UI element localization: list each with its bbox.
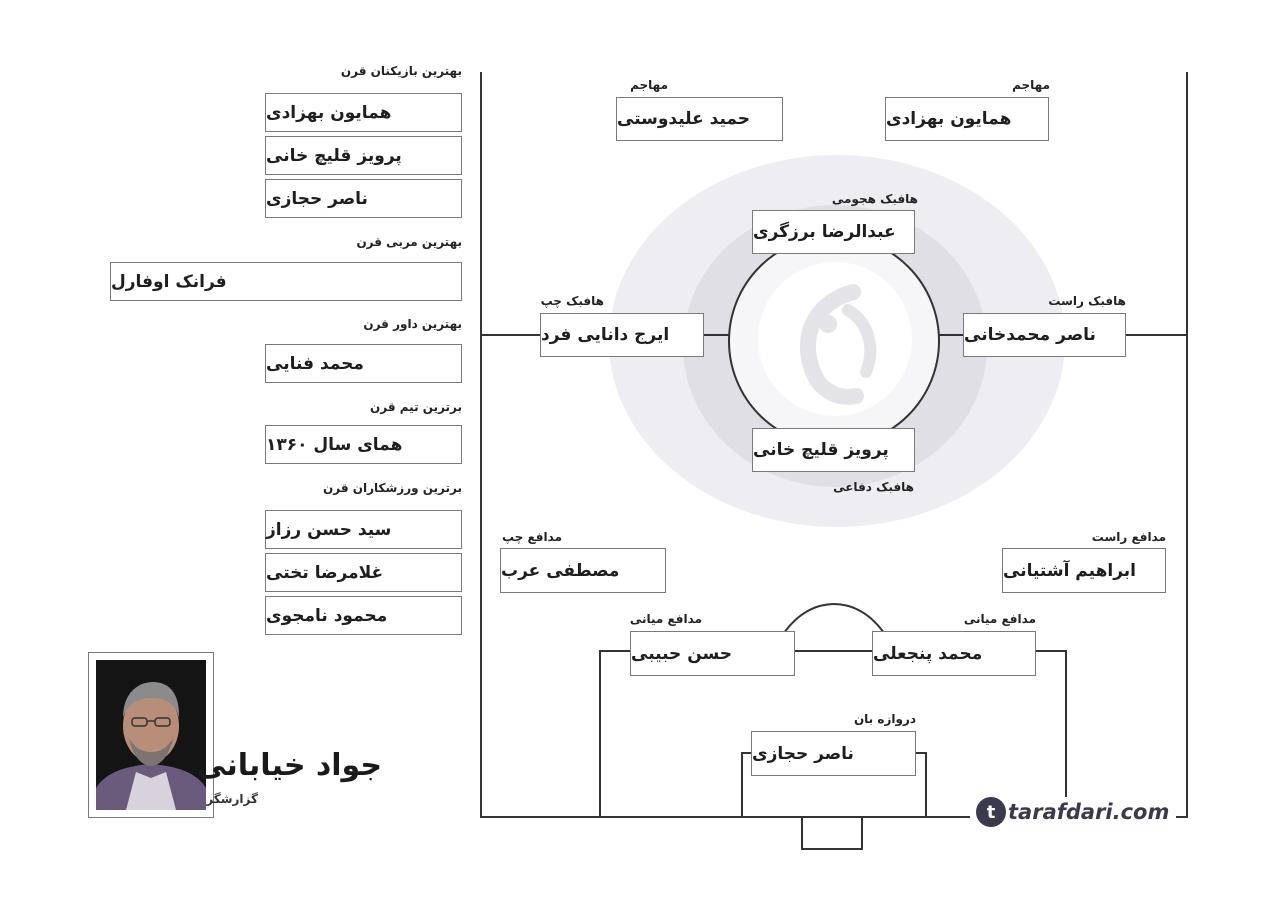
forward-right-role: مهاجم (1012, 78, 1050, 92)
right-connector-inner (938, 334, 964, 336)
left-mid-player: ایرج دانایی فرد (540, 313, 704, 357)
best-team-title: برترین تیم قرن (370, 400, 462, 414)
best-athlete-item: سید حسن رزاز (265, 510, 462, 549)
field-bottom-line-right (1176, 816, 1188, 818)
right-back-player: ابراهیم آشتیانی (1002, 548, 1166, 593)
best-team-item: همای سال ۱۳۶۰ (265, 425, 462, 464)
forward-left-role: مهاجم (630, 78, 668, 92)
center-back-left-player: حسن حبیبی (630, 631, 795, 676)
def-mid-role: هافبک دفاعی (833, 480, 914, 494)
reporter-photo (96, 660, 206, 810)
center-back-right-role: مدافع میانی (963, 612, 1036, 626)
goal-net (801, 816, 863, 850)
left-connector-inner (704, 334, 730, 336)
brand-logo (972, 797, 1173, 827)
left-back-role: مدافع چپ (501, 530, 562, 544)
brand-logo-icon: t (976, 797, 1006, 827)
def-mid-player: پرویز قلیچ خانی (752, 428, 915, 472)
best-coach-title: بهترین مربی قرن (356, 235, 462, 249)
best-referee-title: بهترین داور قرن (363, 317, 462, 331)
best-player-item: همایون بهزادی (265, 93, 462, 132)
best-player-item: پرویز قلیچ خانی (265, 136, 462, 175)
left-back-player: مصطفی عرب (500, 548, 666, 593)
left-mid-role: هافبک چپ (540, 294, 604, 308)
reporter-photo-frame (88, 652, 214, 818)
left-connector (482, 334, 542, 336)
field-right-line (1186, 72, 1188, 818)
right-mid-player: ناصر محمدخانی (963, 313, 1126, 357)
field-left-line (480, 72, 482, 818)
right-connector (1126, 334, 1186, 336)
brand-text: tarafdari.com (1008, 800, 1170, 824)
att-mid-player: عبدالرضا برزگری (752, 210, 915, 254)
forward-left-player: حمید علیدوستی (616, 97, 783, 141)
forward-right-player: همایون بهزادی (885, 97, 1049, 141)
best-athlete-item: محمود نامجوی (265, 596, 462, 635)
best-athlete-item: غلامرضا تختی (265, 553, 462, 592)
goalkeeper-role: دروازه بان (853, 712, 916, 726)
right-mid-role: هافبک راست (1048, 294, 1126, 308)
best-player-item: ناصر حجازی (265, 179, 462, 218)
att-mid-role: هافبک هجومی (831, 192, 918, 206)
center-back-right-player: محمد پنجعلی (872, 631, 1036, 676)
goalkeeper-player: ناصر حجازی (751, 731, 916, 776)
right-back-role: مدافع راست (1091, 530, 1166, 544)
best-coach-item: فرانک اوفارل (110, 262, 462, 301)
best-referee-item: محمد فنایی (265, 344, 462, 383)
best-athletes-title: برترین ورزشکاران قرن (323, 481, 462, 495)
center-watermark-logo (758, 262, 912, 416)
best-players-title: بهترین بازیکنان قرن (340, 64, 462, 78)
center-back-left-role: مدافع میانی (629, 612, 702, 626)
reporter-role: گزارشگر (206, 792, 258, 806)
reporter-name: جواد خیابانی (196, 748, 382, 783)
